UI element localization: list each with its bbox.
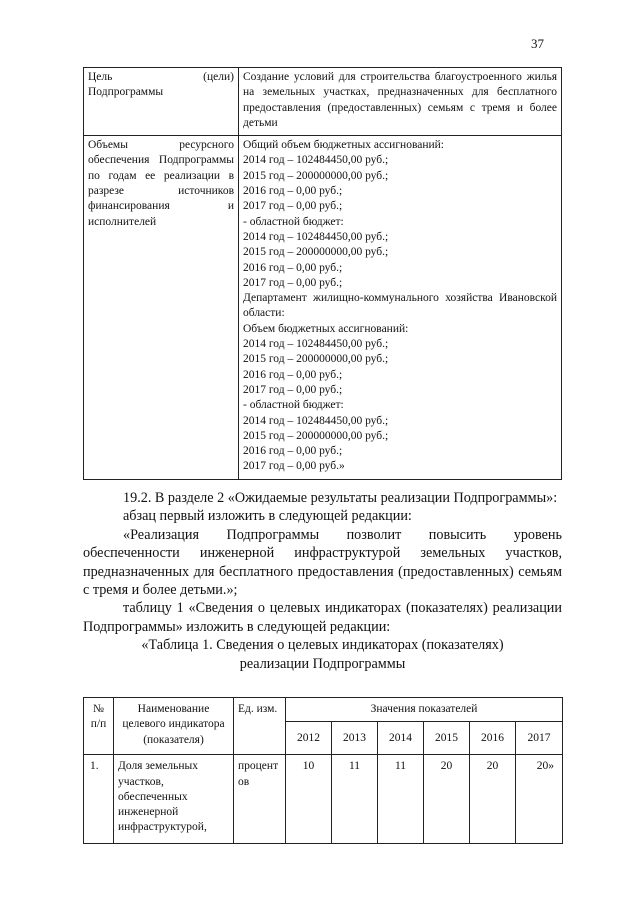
row-num: 1. <box>84 755 114 844</box>
table-title: реализации Подпрограммы <box>239 655 406 672</box>
value-cell <box>239 68 562 136</box>
table-row <box>84 68 562 136</box>
cell-text: 2014 год – 102484450,00 руб.; <box>243 154 389 167</box>
cell-text: Создание условий для строительства благоустроенного жилья на земельных участках, предназначенных для бесплатного предоставления (предоставленных) семьям с тремя и более детьми <box>243 71 557 129</box>
cell-text: 2014 год – 102484450,00 руб.; <box>243 414 389 427</box>
row-value: 20 <box>470 755 516 844</box>
cell-text: 2015 год – 200000000,00 руб.; <box>243 246 389 259</box>
cell-text: 2014 год – 102484450,00 руб.; <box>243 230 389 243</box>
cell-text: 2014 год – 102484450,00 руб.; <box>243 338 389 351</box>
row-value: 10 <box>286 755 332 844</box>
cell-text: Объем бюджетных ассигнований: <box>243 322 409 335</box>
label-cell <box>84 68 239 136</box>
row-unit: процент ов <box>234 755 286 844</box>
cell-text: 2017 год – 0,00 руб.; <box>243 383 343 396</box>
paragraph: «Реализация Подпрограммы позволит повысить уровень обеспеченности инженерной инфраструктурой земельных участков, предназначенных для бесплатного предоставления (предоставленных) семьям с тремя и более детьми.»; <box>83 526 562 599</box>
cell-text: 2015 год – 200000000,00 руб.; <box>243 353 389 366</box>
header-year: 2012 <box>286 722 332 755</box>
amendment-text <box>83 489 562 673</box>
cell-text: 2016 год – 0,00 руб.; <box>243 445 343 458</box>
paragraph: 19.2. В разделе 2 «Ожидаемые результаты реализации Подпрограммы»: <box>123 490 558 506</box>
header-year: 2014 <box>378 722 424 755</box>
header-unit: Ед. изм. <box>234 698 286 755</box>
cell-text: 2016 год – 0,00 руб.; <box>243 261 343 274</box>
cell-text: 2016 год – 0,00 руб.; <box>243 368 343 381</box>
cell-text: 2017 год – 0,00 руб.» <box>243 460 345 473</box>
cell-text: Общий объем бюджетных ассигнований: <box>243 139 444 152</box>
target-indicators-table <box>83 697 563 844</box>
header-year: 2013 <box>332 722 378 755</box>
row-value: 20 <box>424 755 470 844</box>
cell-text: 2016 год – 0,00 руб.; <box>243 185 343 198</box>
cell-text: Объемы ресурсного обеспечения Подпрограммы по годам ее реализации в разрезе источников финансирования и исполнителей <box>88 139 234 228</box>
cell-text: - областной бюджет: <box>243 399 344 412</box>
cell-text: 2015 год – 200000000,00 руб.; <box>243 169 389 182</box>
paragraph: абзац первый изложить в следующей редакции: <box>123 508 412 525</box>
header-year: 2016 <box>470 722 516 755</box>
cell-text: 2015 год – 200000000,00 руб.; <box>243 429 389 442</box>
header-name: Наименование целевого индикатора (показателя) <box>114 698 234 755</box>
table-row <box>84 755 563 844</box>
row-value: 11 <box>332 755 378 844</box>
cell-text: 2017 год – 0,00 руб.; <box>243 200 343 213</box>
table-row <box>84 136 562 480</box>
table-header-row <box>84 698 563 722</box>
header-num: № п/п <box>84 698 114 755</box>
table-title: «Таблица 1. Сведения о целевых индикаторах (показателях) <box>141 637 504 654</box>
value-cell <box>239 136 562 480</box>
subprogram-passport-table <box>83 67 562 480</box>
row-name: Доля земельных участков, обеспеченных инженерной инфраструктурой, <box>114 755 234 844</box>
label-cell <box>84 136 239 480</box>
header-values: Значения показателей <box>286 698 563 722</box>
paragraph: таблицу 1 «Сведения о целевых индикаторах (показателях) реализации Подпрограммы» изложить в следующей редакции: <box>83 600 562 635</box>
row-value: 11 <box>378 755 424 844</box>
row-value: 20» <box>516 755 563 844</box>
cell-text: 2017 год – 0,00 руб.; <box>243 276 343 289</box>
header-year: 2017 <box>516 722 563 755</box>
cell-text: Цель (цели) <box>88 71 234 83</box>
page-number: 37 <box>531 36 544 51</box>
cell-text: Подпрограммы <box>88 86 164 99</box>
header-year: 2015 <box>424 722 470 755</box>
cell-text: - областной бюджет: <box>243 215 344 228</box>
cell-text: Департамент жилищно-коммунального хозяйства Ивановской области: <box>243 292 557 320</box>
